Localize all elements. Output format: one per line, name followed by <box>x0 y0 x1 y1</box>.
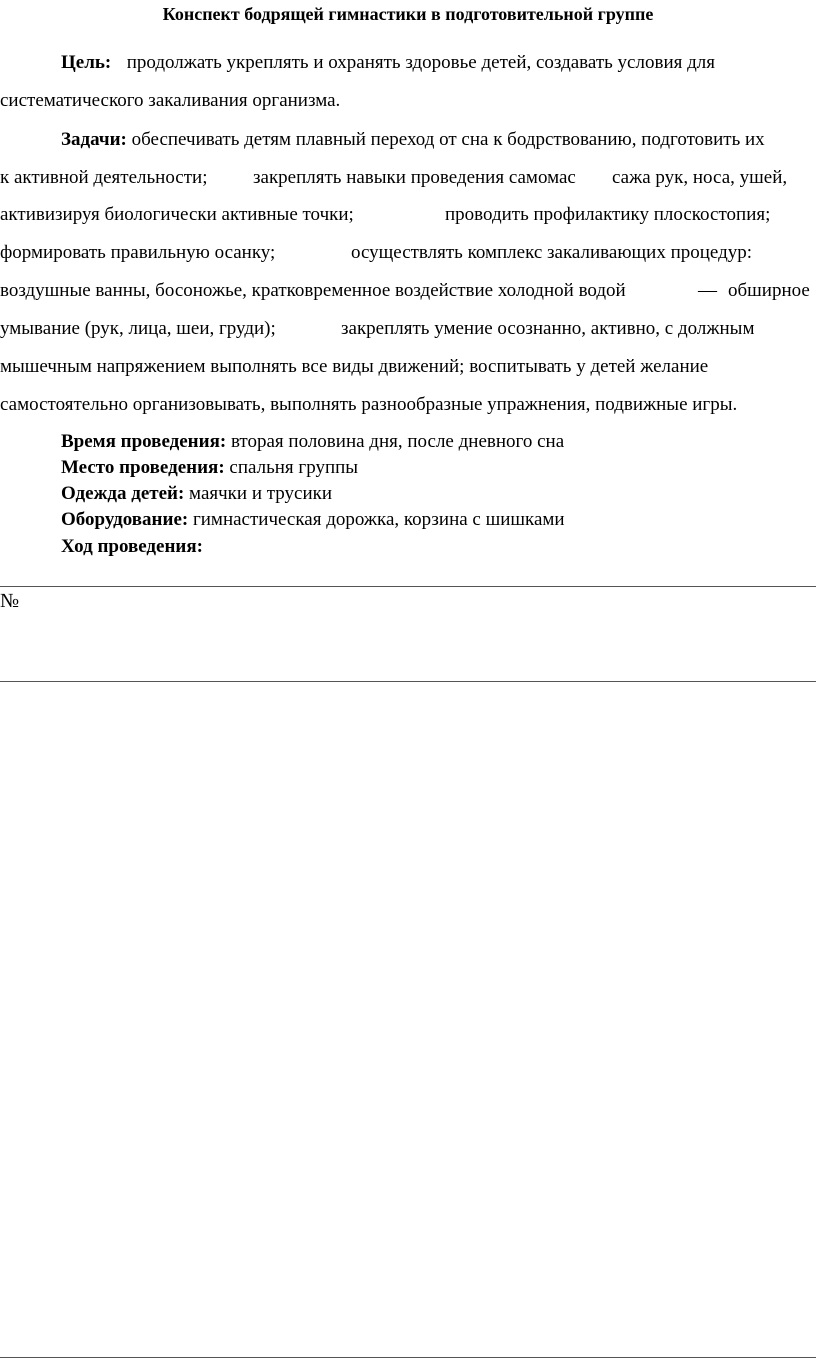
time-value: вторая половина дня, после дневного сна <box>230 431 565 452</box>
goal-label: Цель: <box>61 52 112 73</box>
table-number-header: № <box>0 590 20 612</box>
goal-text-1: продолжать укреплять и охранять здоровье детей, создавать условия для <box>126 52 715 73</box>
table-top-border <box>0 586 816 587</box>
tasks-text-4b: осуществлять комплекс закаливающих процедур: <box>351 242 753 263</box>
clothes-row <box>61 483 332 505</box>
tasks-text-5c: обширное <box>728 280 810 301</box>
page-bottom-border <box>0 1357 816 1358</box>
tasks-text-1: обеспечивать детям плавный переход от сна к бодрствованию, подготовить их <box>131 129 765 150</box>
tasks-text-6a: умывание (рук, лица, шеи, груди); <box>0 318 276 339</box>
tasks-text-3a: активизируя биологически активные точки; <box>0 204 354 225</box>
tasks-text-2b: закреплять навыки проведения самомас <box>253 167 576 188</box>
equipment-label: Оборудование: <box>61 509 189 530</box>
tasks-text-3b: проводить профилактику плоскостопия; <box>445 204 771 225</box>
tasks-text-6b: закреплять умение осознанно, активно, с должным <box>341 318 755 339</box>
clothes-label: Одежда детей: <box>61 483 185 504</box>
tasks-text-2a: к активной деятельности; <box>0 167 208 188</box>
goal-text-2: систематического закаливания организма. <box>0 90 341 111</box>
tasks-text-4a: формировать правильную осанку; <box>0 242 276 263</box>
tasks-label: Задачи: <box>61 129 127 150</box>
place-row <box>61 457 358 479</box>
time-label: Время проведения: <box>61 431 227 452</box>
place-value: спальня группы <box>229 457 359 478</box>
tasks-text-7: мышечным напряжением выполнять все виды движений; воспитывать у детей желание <box>0 356 709 377</box>
tasks-text-2c: сажа рук, носа, ушей, <box>612 167 788 188</box>
goal-line-1 <box>61 52 715 74</box>
table-row-border <box>0 681 816 682</box>
tasks-text-5a: воздушные ванны, босоножье, кратковременное воздействие холодной водой <box>0 280 626 301</box>
document-title: Конспект бодрящей гимнастики в подготовительной группе <box>162 4 654 24</box>
equipment-row <box>61 509 565 531</box>
tasks-line-1 <box>61 129 765 151</box>
clothes-value: маячки и трусики <box>189 483 333 504</box>
tasks-text-5b: — <box>698 280 717 301</box>
place-label: Место проведения: <box>61 457 225 478</box>
equipment-value: гимнастическая дорожка, корзина с шишками <box>192 509 565 530</box>
time-row <box>61 431 564 453</box>
procedure-label: Ход проведения: <box>61 536 203 557</box>
tasks-text-8: самостоятельно организовывать, выполнять разнообразные упражнения, подвижные игры. <box>0 394 738 415</box>
